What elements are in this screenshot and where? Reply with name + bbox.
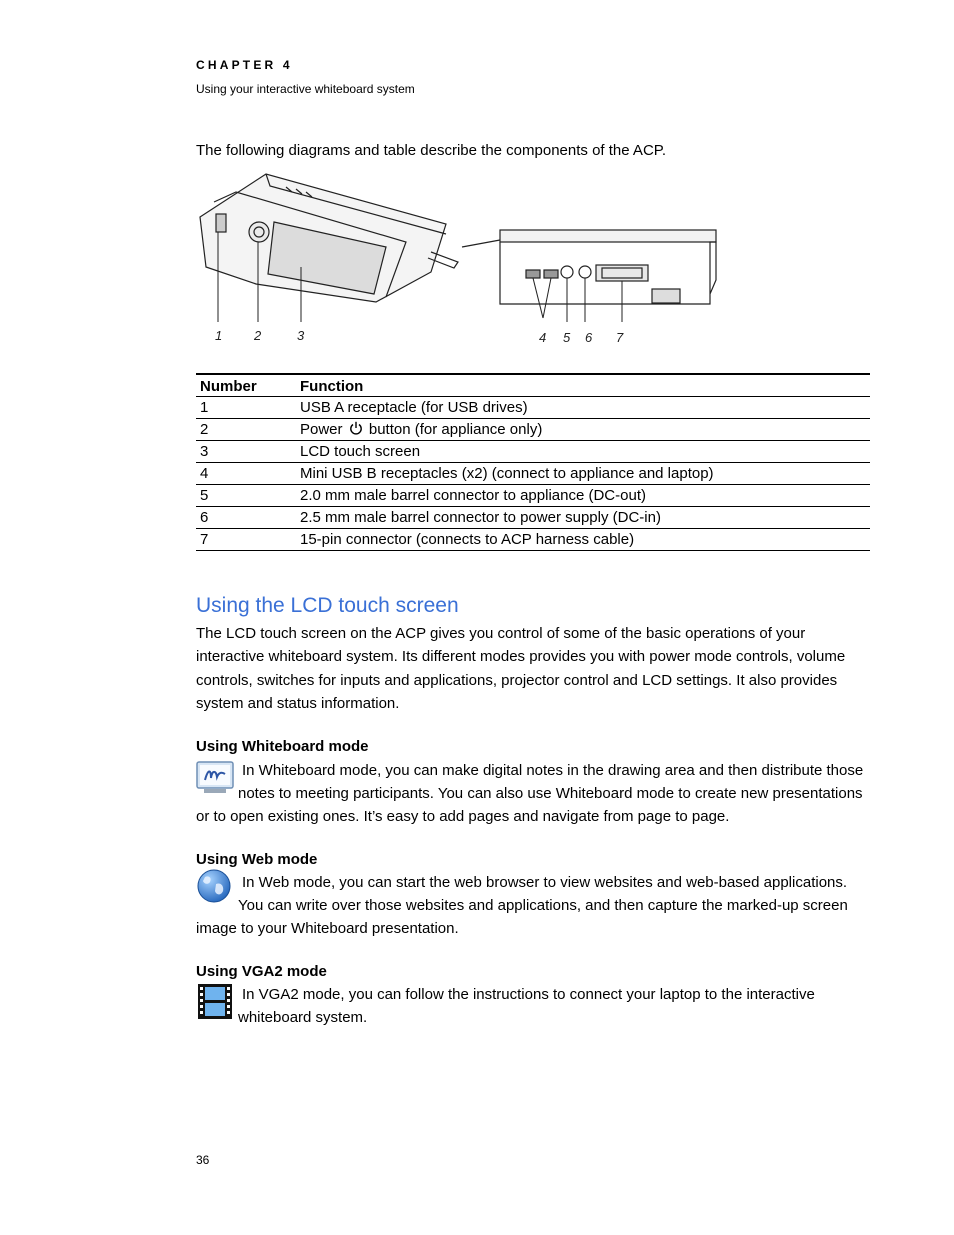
row-function-pre: Power [300,421,343,438]
acp-side-drawing [462,230,716,304]
whiteboard-line-3: or to open existing ones. It’s easy to add pages and navigate from page to page. [196,808,730,825]
whiteboard-line-2: notes to meeting participants. You can also use Whiteboard mode to create new presentations [238,785,863,802]
whiteboard-mode-text [196,759,868,828]
callout-6: 6 [585,330,593,345]
callout-4: 4 [539,330,547,345]
table-row [196,529,870,551]
whiteboard-line-1: In Whiteboard mode, you can make digital notes in the drawing area and then distribute those [242,762,864,779]
row-function: 2.0 mm male barrel connector to appliance (DC-out) [296,485,870,507]
row-function: Mini USB B receptacles (x2) (connect to appliance and laptop) [296,463,870,485]
table-row [196,463,870,485]
intro-text: The following diagrams and table describe the components of the ACP. [196,142,667,159]
col-number-header: Number [196,374,296,397]
row-number: 1 [196,397,296,419]
table-row [196,441,870,463]
web-mode-heading: Using Web mode [196,851,318,868]
row-number: 4 [196,463,296,485]
table-row [196,419,870,441]
acp-diagram [196,172,726,347]
web-line-3: image to your Whiteboard presentation. [196,920,459,937]
table-row [196,507,870,529]
components-table [196,373,870,551]
row-function: LCD touch screen [296,441,870,463]
web-mode-text [196,871,868,940]
row-number: 6 [196,507,296,529]
callout-1: 1 [215,328,223,343]
callout-5: 5 [563,330,571,345]
row-function: USB A receptacle (for USB drives) [296,397,870,419]
power-icon [349,421,363,435]
chapter-subtitle: Using your interactive whiteboard system [196,82,415,96]
whiteboard-mode-heading: Using Whiteboard mode [196,738,369,755]
web-line-1: In Web mode, you can start the web browser to view websites and web-based applications. [242,874,848,891]
row-number: 7 [196,529,296,551]
vga2-mode-text [196,983,868,1029]
row-number: 5 [196,485,296,507]
vga2-line-2: whiteboard system. [238,1009,368,1026]
vga2-line-1: In VGA2 mode, you can follow the instructions to connect your laptop to the interactive [242,986,815,1003]
table-row [196,485,870,507]
col-function-header: Function [296,374,870,397]
section-heading: Using the LCD touch screen [196,594,459,617]
section-body: The LCD touch screen on the ACP gives you control of some of the basic operations of your interactive whiteboard system. Its different modes provides you with power mode controls, volume controls, switches for inputs and applications, projector control and LCD settings. It also provides system and status information. [196,625,846,713]
row-function: 15-pin connector (connects to ACP harness cable) [296,529,870,551]
table-header-row [196,374,870,397]
row-number: 2 [196,419,296,441]
page-number: 36 [196,1153,210,1167]
acp-front-drawing [200,174,458,302]
row-function-post: button (for appliance only) [368,421,543,438]
web-line-2: You can write over those websites and applications, and then capture the marked-up screen [238,897,848,914]
row-number: 3 [196,441,296,463]
table-row [196,397,870,419]
callout-7: 7 [616,330,624,345]
vga2-mode-heading: Using VGA2 mode [196,963,327,980]
row-function: 2.5 mm male barrel connector to power supply (DC-in) [296,507,870,529]
chapter-label: CHAPTER 4 [196,58,293,72]
callout-2: 2 [254,328,262,343]
row-function [296,419,870,441]
callout-3: 3 [297,328,305,343]
